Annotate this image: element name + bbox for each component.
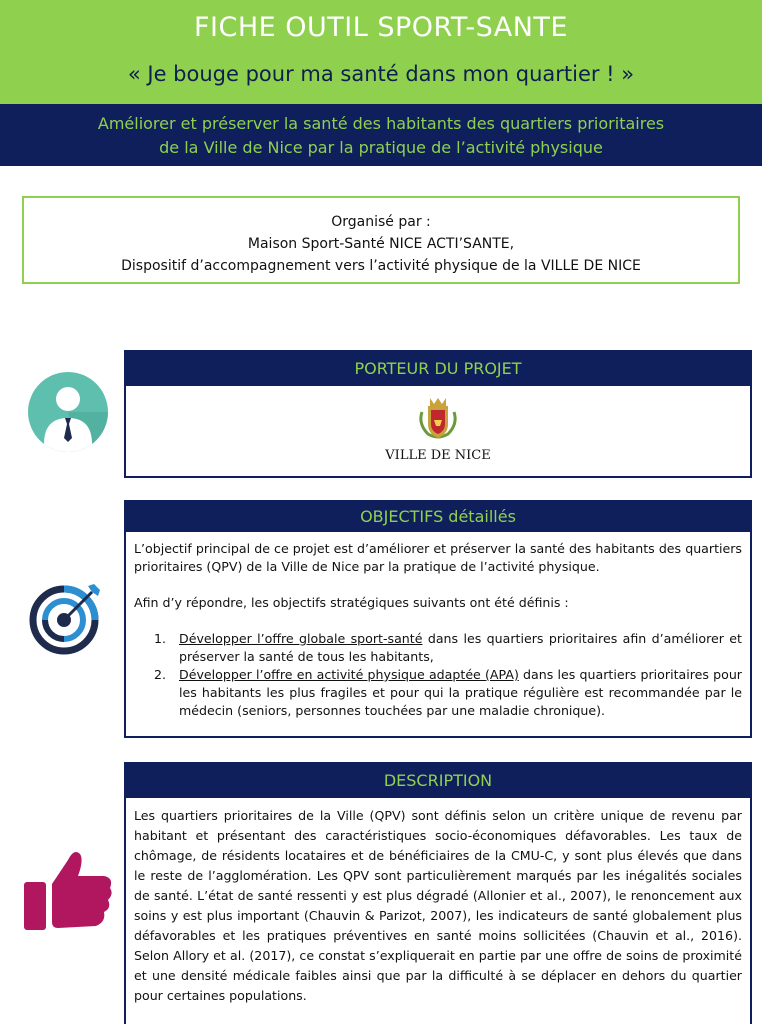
- objectifs-body: [126, 532, 750, 728]
- description-text: Les quartiers prioritaires de la Ville (QPV) sont définis selon un critère unique de revenu par habitant et présentant des caractéristiques socio-économiques défavorables. Les taux de chômage, de résidents locataires et de bénéficiaires de la CMU-C, y sont plus élevés que dans le reste de l’agglomération. Les QPV sont particulièrement marqués par les inégalités sociales de santé. L’état de santé ressenti y est plus dégradé (Allonier et al., 2007), le renoncement aux soins y est plus important (Chauvin & Parizot, 2007), les indicateurs de santé globalement plus défavorables et les pratiques préventives en santé moins sollicitées (Chauvin et al., 2016). Selon Allory et al. (2017), ce constat s’expliquerait en partie par une offre de soins de proximité et une densité médicale faibles ainsi que par la difficulté à se déplacer en dehors du quartier pour certaines populations.: [134, 808, 742, 1003]
- objectifs-list: [134, 630, 742, 720]
- tagline-banner: [0, 104, 762, 166]
- description-heading: DESCRIPTION: [126, 764, 750, 798]
- porteur-body: [126, 386, 750, 474]
- porteur-heading: PORTEUR DU PROJET: [126, 352, 750, 386]
- list-item-text: dans les quartiers prioritaires afin d’améliorer et préserver la santé de tous les habitants,: [179, 631, 742, 664]
- page-subtitle: « Je bouge pour ma santé dans mon quartier ! »: [127, 62, 635, 86]
- page-title: FICHE OUTIL SPORT-SANTE: [194, 12, 568, 43]
- description-card: [124, 762, 752, 1024]
- organizer-box: [22, 196, 740, 284]
- porteur-logo-text: VILLE DE NICE: [385, 448, 491, 463]
- list-item: [134, 666, 742, 720]
- porteur-card: [124, 350, 752, 478]
- objectifs-intro: L’objectif principal de ce projet est d’améliorer et préserver la santé des habitants des quartiers prioritaires (QPV) de la Ville de Nice par la pratique de l’activité physique.: [134, 541, 742, 574]
- thumbs-up-icon: [22, 846, 114, 932]
- nice-crest-icon: [416, 394, 460, 442]
- organizer-label: Organisé par :: [331, 214, 431, 230]
- description-body: [126, 798, 750, 1014]
- organizer-description: Dispositif d’accompagnement vers l’activité physique de la VILLE DE NICE: [121, 258, 641, 274]
- person-icon: [28, 372, 108, 452]
- objectifs-card: [124, 500, 752, 738]
- list-item: [134, 630, 742, 666]
- list-item-number: 1.: [154, 631, 167, 646]
- organizer-name: Maison Sport-Santé NICE ACTI’SANTE,: [247, 236, 515, 252]
- header-banner: [0, 0, 762, 104]
- list-item-text: dans les quartiers prioritaires pour les habitants les plus fragiles et pour qui la pratique régulière est recommandée par le médecin (seniors, personnes touchées par une maladie chronique).: [179, 667, 742, 718]
- list-item-link: Développer l’offre globale sport-santé: [179, 631, 423, 646]
- list-item-link: Développer l’offre en activité physique adaptée (APA): [179, 667, 519, 682]
- objectifs-lead: Afin d’y répondre, les objectifs stratégiques suivants ont été définis :: [134, 595, 569, 610]
- tagline-line1: Améliorer et préserver la santé des habitants des quartiers prioritaires: [97, 114, 665, 133]
- tagline-line2: de la Ville de Nice par la pratique de l’activité physique: [159, 138, 603, 157]
- objectifs-heading: OBJECTIFS détaillés: [126, 502, 750, 532]
- target-icon: [28, 580, 104, 656]
- list-item-number: 2.: [154, 667, 167, 682]
